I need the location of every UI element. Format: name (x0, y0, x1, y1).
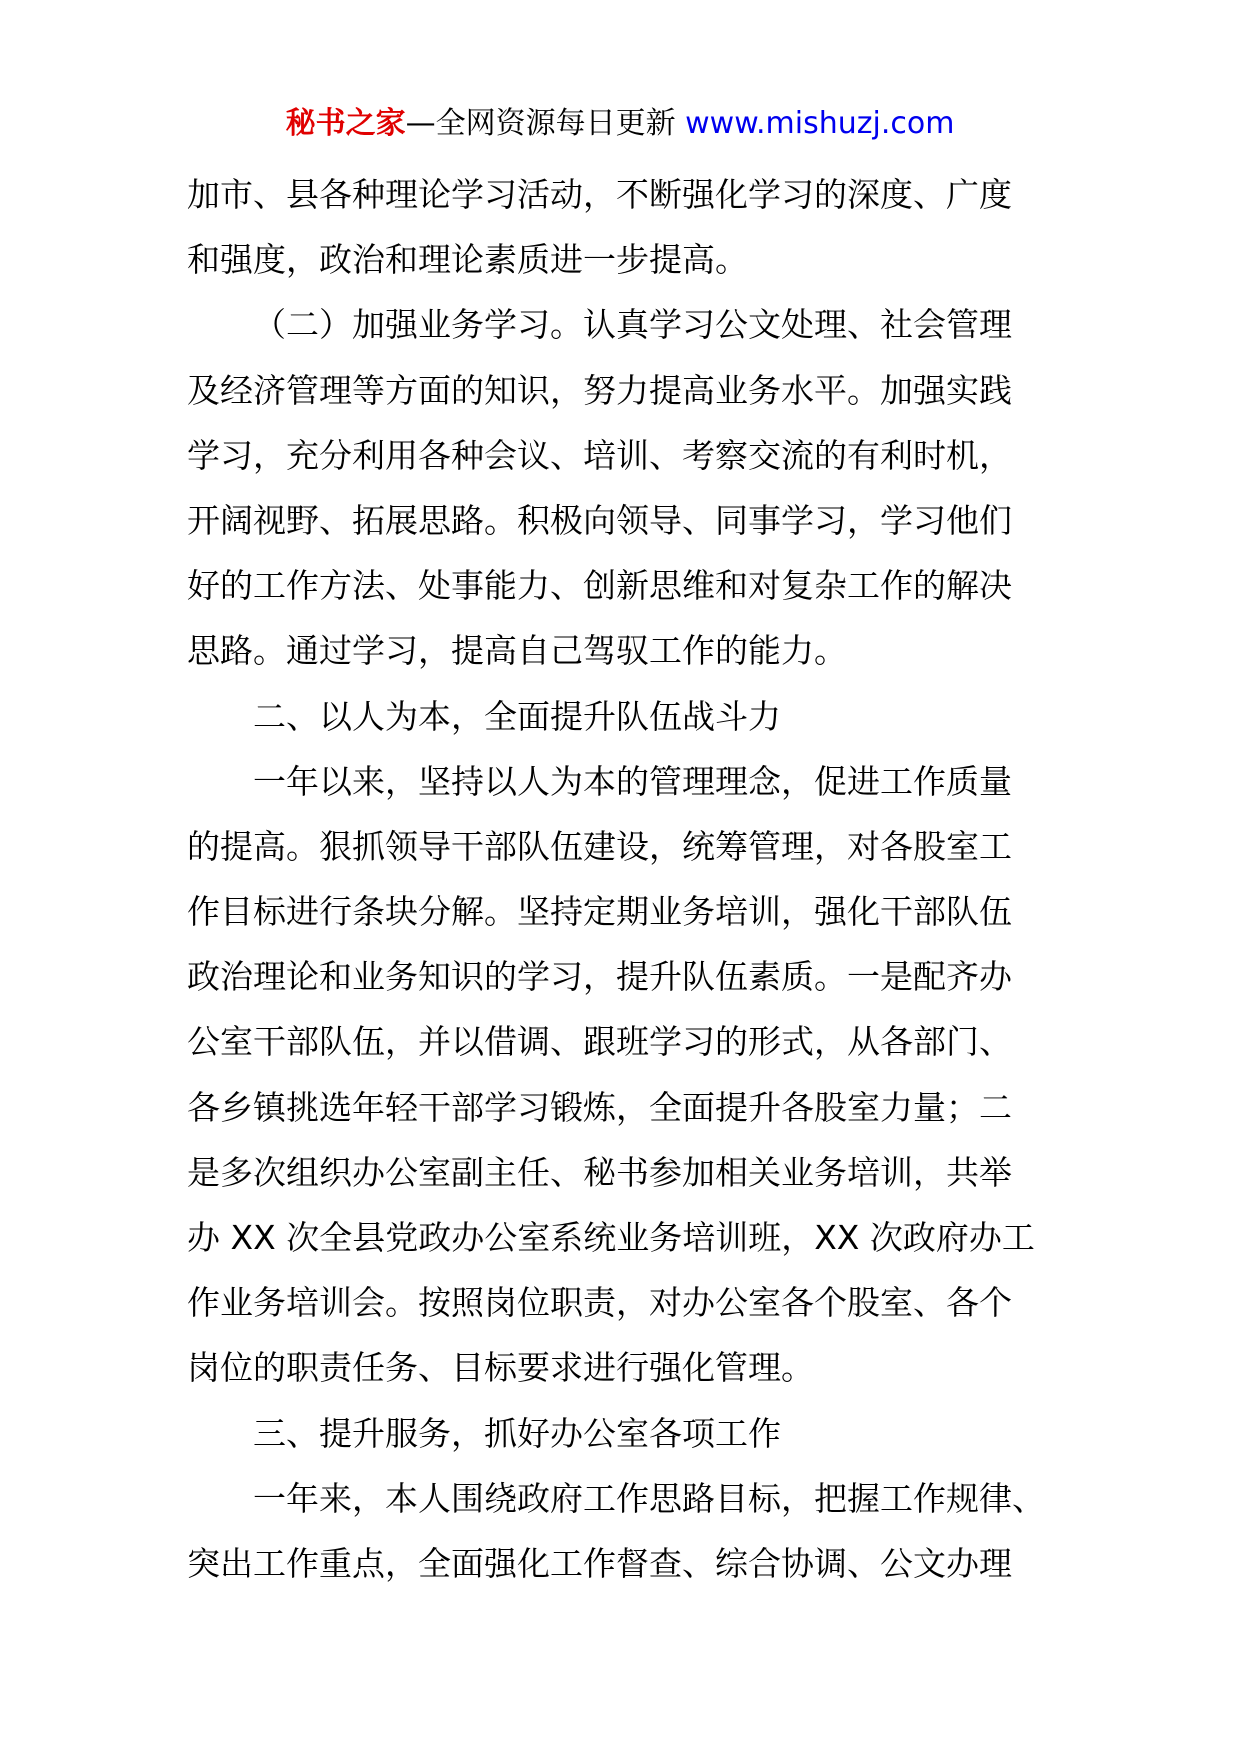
text-line: 加市、县各种理论学习活动，不断强化学习的深度、广度 (187, 175, 1012, 214)
text-line: 作业务培训会。按照岗位职责，对办公室各个股室、各个 (187, 1283, 1012, 1323)
text-line: 办 XX 次全县党政办公室系统业务培训班，XX 次政府办工 (187, 1218, 1035, 1257)
text-line: 各乡镇挑选年轻干部学习锻炼，全面提升各股室力量；二 (187, 1087, 1012, 1127)
text-line: 政治理论和业务知识的学习，提升队伍素质。一是配齐办 (187, 957, 1012, 997)
text-line: 的提高。狠抓领导干部队伍建设，统筹管理，对各股室工 (187, 826, 1012, 866)
text-line: 及经济管理等方面的知识，努力提高业务水平。加强实践 (187, 370, 1012, 410)
text-line: 公室干部队伍，并以借调、跟班学习的形式，从各部门、 (187, 1022, 1012, 1062)
section-heading: 三、提升服务，抓好办公室各项工作 (253, 1413, 781, 1453)
text-line: 突出工作重点，全面强化工作督查、综合协调、公文办理 (187, 1543, 1012, 1583)
text-line: 学习，充分利用各种会议、培训、考察交流的有利时机， (187, 435, 1012, 475)
paragraph-start: 一年以来，坚持以人为本的管理理念，促进工作质量 (253, 761, 1012, 801)
text-line: 岗位的职责任务、目标要求进行强化管理。 (187, 1348, 814, 1388)
site-brand: 秘书之家 (285, 106, 406, 141)
site-url-link[interactable]: www.mishuzj.com (685, 106, 955, 141)
text-line: 作目标进行条块分解。坚持定期业务培训，强化干部队伍 (187, 892, 1012, 932)
paragraph-start: （二）加强业务学习。认真学习公文处理、社会管理 (253, 305, 1012, 345)
text-line: 和强度，政治和理论素质进一步提高。 (187, 240, 748, 280)
text-line: 是多次组织办公室副主任、秘书参加相关业务培训，共举 (187, 1152, 1012, 1192)
section-heading: 二、以人为本，全面提升队伍战斗力 (253, 696, 781, 736)
site-header (0, 100, 1240, 148)
site-tagline: —全网资源每日更新 (405, 106, 686, 141)
document-body (187, 162, 1055, 1596)
text-line: 好的工作方法、处事能力、创新思维和对复杂工作的解决 (187, 566, 1012, 606)
text-line: 开阔视野、拓展思路。积极向领导、同事学习，学习他们 (187, 500, 1012, 540)
paragraph-start: 一年来，本人围绕政府工作思路目标，把握工作规律、 (253, 1478, 1045, 1518)
text-line: 思路。通过学习，提高自己驾驭工作的能力。 (187, 631, 847, 671)
